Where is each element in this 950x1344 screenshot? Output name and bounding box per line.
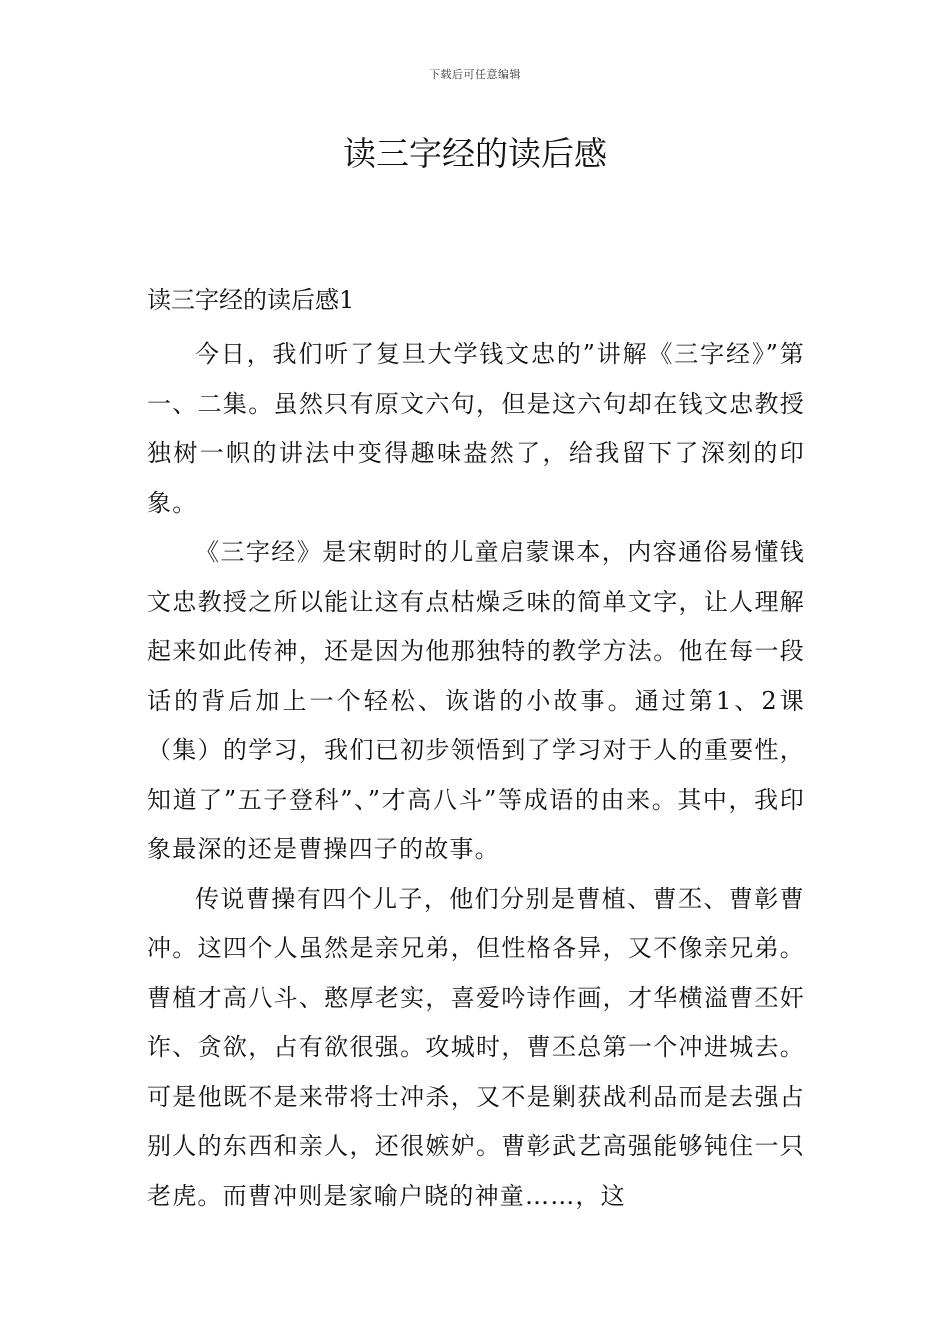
- paragraph: 今日，我们听了复旦大学钱文忠的”讲解《三字经》”第一、二集。虽然只有原文六句，但是这六句却在钱文忠教授独树一帜的讲法中变得趣味盎然了，给我留下了深刻的印象。: [147, 340, 805, 517]
- paragraph: 《三字经》是宋朝时的儿童启蒙课本，内容通俗易懂钱文忠教授之所以能让这有点枯燥乏味的简单文字，让人理解起来如此传神，还是因为他那独特的教学方法。他在每一段话的背后加上一个轻松、诙谐的小故事。通过第1、2课（集）的学习，我们已初步领悟到了学习对于人的重要性，知道了”五子登科”、”才高八斗”等成语的由来。其中，我印象最深的还是曹操四子的故事。: [147, 538, 805, 863]
- body-text: [147, 330, 805, 1221]
- document-title: 读三字经的读后感: [343, 134, 607, 173]
- section-heading: 读三字经的读后感1: [147, 286, 355, 314]
- paragraph: 传说曹操有四个儿子，他们分别是曹植、曹丕、曹彰曹冲。这四个人虽然是亲兄弟，但性格各异，又不像亲兄弟。曹植才高八斗、憨厚老实，喜爱吟诗作画，才华横溢曹丕奸诈、贪欲，占有欲很强。攻城时，曹丕总第一个冲进城去。可是他既不是来带将士冲杀，又不是剿获战利品而是去强占别人的东西和亲人，还很嫉妒。曹彰武艺高强能够钝住一只老虎。而曹冲则是家喻户晓的神童……，这: [147, 884, 805, 1210]
- header-note: 下载后可任意编辑: [429, 68, 521, 81]
